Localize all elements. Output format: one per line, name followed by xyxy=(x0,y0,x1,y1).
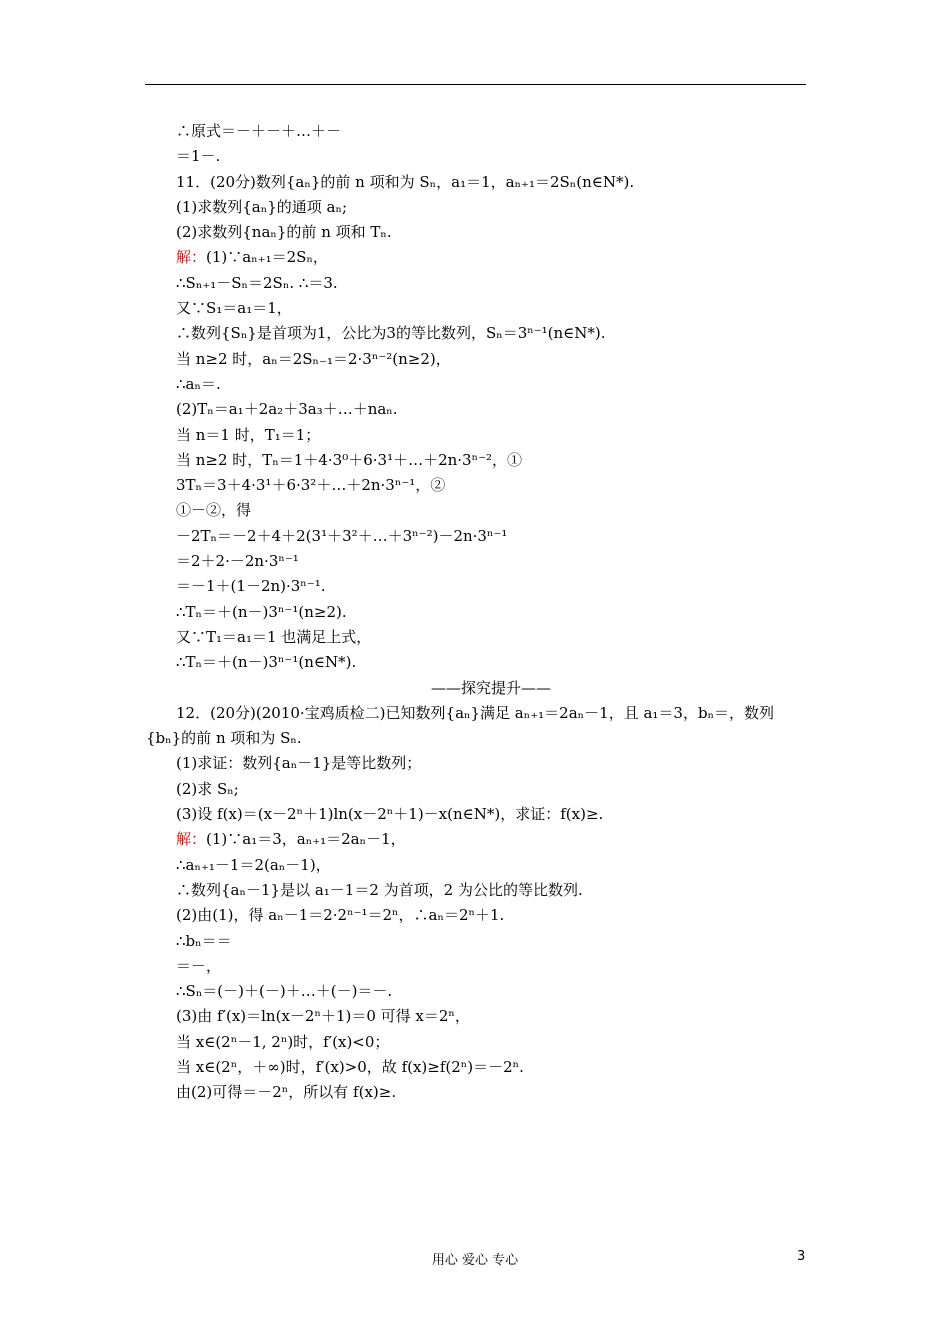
line-text: 由(2)可得＝－2ⁿ，所以有 f(x)≥. xyxy=(176,1083,397,1102)
text-line xyxy=(176,271,806,296)
text-line xyxy=(176,1055,806,1080)
line-text: (3)由 f′(x)＝ln(x－2ⁿ＋1)＝0 可得 x＝2ⁿ， xyxy=(176,1007,470,1026)
text-line xyxy=(176,296,806,321)
text-line xyxy=(176,979,806,1004)
text-line xyxy=(176,397,806,422)
header-rule xyxy=(145,84,806,85)
line-text: 12．(20分)(2010·宝鸡质检二)已知数列{aₙ}满足 aₙ₊₁＝2aₙ－1，且 a₁＝3，bₙ＝，数列 xyxy=(176,703,775,722)
line-text: ∴aₙ₊₁－1＝2(aₙ－1)， xyxy=(176,855,331,874)
line-text: ——探究提升—— xyxy=(430,678,551,697)
line-text: 又∵T₁＝a₁＝1 也满足上式， xyxy=(176,627,372,646)
line-text: (1)求数列{aₙ}的通项 aₙ; xyxy=(176,197,348,216)
text-line xyxy=(176,1080,806,1105)
document-body xyxy=(146,119,806,1106)
text-line xyxy=(176,574,806,599)
line-text: 11．(20分)数列{aₙ}的前 n 项和为 Sₙ，a₁＝1，aₙ₊₁＝2Sₙ(n∈N*). xyxy=(176,172,635,191)
line-text: ＝1－. xyxy=(176,147,221,166)
text-line xyxy=(176,473,806,498)
text-line xyxy=(176,929,806,954)
text-line xyxy=(176,827,806,852)
page-number: 3 xyxy=(797,1249,806,1264)
solution-label: 解： xyxy=(176,248,207,267)
line-text: ∴数列{aₙ－1}是以 a₁－1＝2 为首项，2 为公比的等比数列. xyxy=(176,880,583,899)
section-heading xyxy=(176,676,806,701)
text-line xyxy=(176,625,806,650)
footer-text: 用心 爱心 专心 xyxy=(431,1253,519,1268)
line-text: 当 x∈(2ⁿ－1, 2ⁿ)时，f′(x)<0； xyxy=(176,1032,390,1051)
line-text: (2)求 Sₙ; xyxy=(176,779,239,798)
text-line xyxy=(176,701,806,726)
text-line xyxy=(176,498,806,523)
text-line xyxy=(176,220,806,245)
line-text: ∴Sₙ＝(－)＋(－)＋…＋(－)＝－. xyxy=(176,982,393,1001)
text-line xyxy=(176,954,806,979)
text-line xyxy=(176,119,806,144)
solution-label: 解： xyxy=(176,830,207,849)
text-line xyxy=(176,777,806,802)
line-text: ∴原式＝－＋－＋…＋－ xyxy=(176,122,342,140)
text-line xyxy=(176,1004,806,1029)
text-line xyxy=(176,524,806,549)
line-text: －2Tₙ＝－2＋4＋2(3¹＋3²＋…＋3ⁿ⁻²)－2n·3ⁿ⁻¹ xyxy=(176,526,508,545)
line-text: ＝－， xyxy=(176,956,222,975)
text-line xyxy=(146,726,806,751)
line-text: 3Tₙ＝3＋4·3¹＋6·3²＋…＋2n·3ⁿ⁻¹，② xyxy=(176,476,446,495)
line-text: ∴数列{Sₙ}是首项为1，公比为3的等比数列，Sₙ＝3ⁿ⁻¹(n∈N*). xyxy=(176,324,606,343)
line-text: {bₙ}的前 n 项和为 Sₙ. xyxy=(146,729,302,748)
text-line xyxy=(176,144,806,169)
line-text: 当 n≥2 时，Tₙ＝1＋4·3⁰＋6·3¹＋…＋2n·3ⁿ⁻²，① xyxy=(176,450,523,469)
text-line xyxy=(176,372,806,397)
text-line xyxy=(176,195,806,220)
text-line xyxy=(176,600,806,625)
text-line xyxy=(176,650,806,675)
text-line xyxy=(176,1030,806,1055)
text-line xyxy=(176,802,806,827)
line-text: (1)求证：数列{aₙ－1}是等比数列； xyxy=(176,754,422,773)
text-line xyxy=(176,423,806,448)
line-text: ∴Sₙ₊₁－Sₙ＝2Sₙ. ∴＝3. xyxy=(176,273,338,292)
line-text: ∴aₙ＝. xyxy=(176,374,221,393)
line-text: ＝2＋2·－2n·3ⁿ⁻¹ xyxy=(176,552,299,571)
text-line xyxy=(176,903,806,928)
line-text: 当 x∈(2ⁿ，＋∞)时，f′(x)>0，故 f(x)≥f(2ⁿ)＝－2ⁿ. xyxy=(176,1057,524,1076)
text-line xyxy=(176,878,806,903)
line-text: 又∵S₁＝a₁＝1， xyxy=(176,299,292,318)
text-line xyxy=(176,245,806,270)
text-line xyxy=(176,170,806,195)
text-line xyxy=(176,448,806,473)
text-line xyxy=(176,853,806,878)
text-line xyxy=(176,549,806,574)
line-text: (2)由(1)，得 aₙ－1＝2·2ⁿ⁻¹＝2ⁿ，∴aₙ＝2ⁿ＋1. xyxy=(176,906,505,925)
line-text: (2)求数列{naₙ}的前 n 项和 Tₙ. xyxy=(176,223,392,242)
line-text: ∴Tₙ＝＋(n－)3ⁿ⁻¹(n∈N*). xyxy=(176,653,357,672)
line-text: (1)∵aₙ₊₁＝2Sₙ， xyxy=(206,248,328,267)
line-text: (1)∵a₁＝3，aₙ₊₁＝2aₙ－1， xyxy=(206,830,406,849)
line-text: 当 n≥2 时，aₙ＝2Sₙ₋₁＝2·3ⁿ⁻²(n≥2)， xyxy=(176,349,451,368)
text-line xyxy=(176,751,806,776)
line-text: (2)Tₙ＝a₁＋2a₂＋3a₃＋…＋naₙ. xyxy=(176,400,398,419)
line-text: ①－②，得 xyxy=(176,501,252,520)
text-line xyxy=(176,347,806,372)
line-text: ∴Tₙ＝＋(n－)3ⁿ⁻¹(n≥2). xyxy=(176,602,347,621)
line-text: (3)设 f(x)＝(x－2ⁿ＋1)ln(x－2ⁿ＋1)－x(n∈N*)，求证：f(x)≥. xyxy=(176,805,604,824)
line-text: ∴bₙ＝＝ xyxy=(176,931,232,950)
line-text: 当 n＝1 时，T₁＝1； xyxy=(176,425,321,444)
text-line xyxy=(176,321,806,346)
line-text: ＝－1＋(1－2n)·3ⁿ⁻¹. xyxy=(176,577,326,596)
